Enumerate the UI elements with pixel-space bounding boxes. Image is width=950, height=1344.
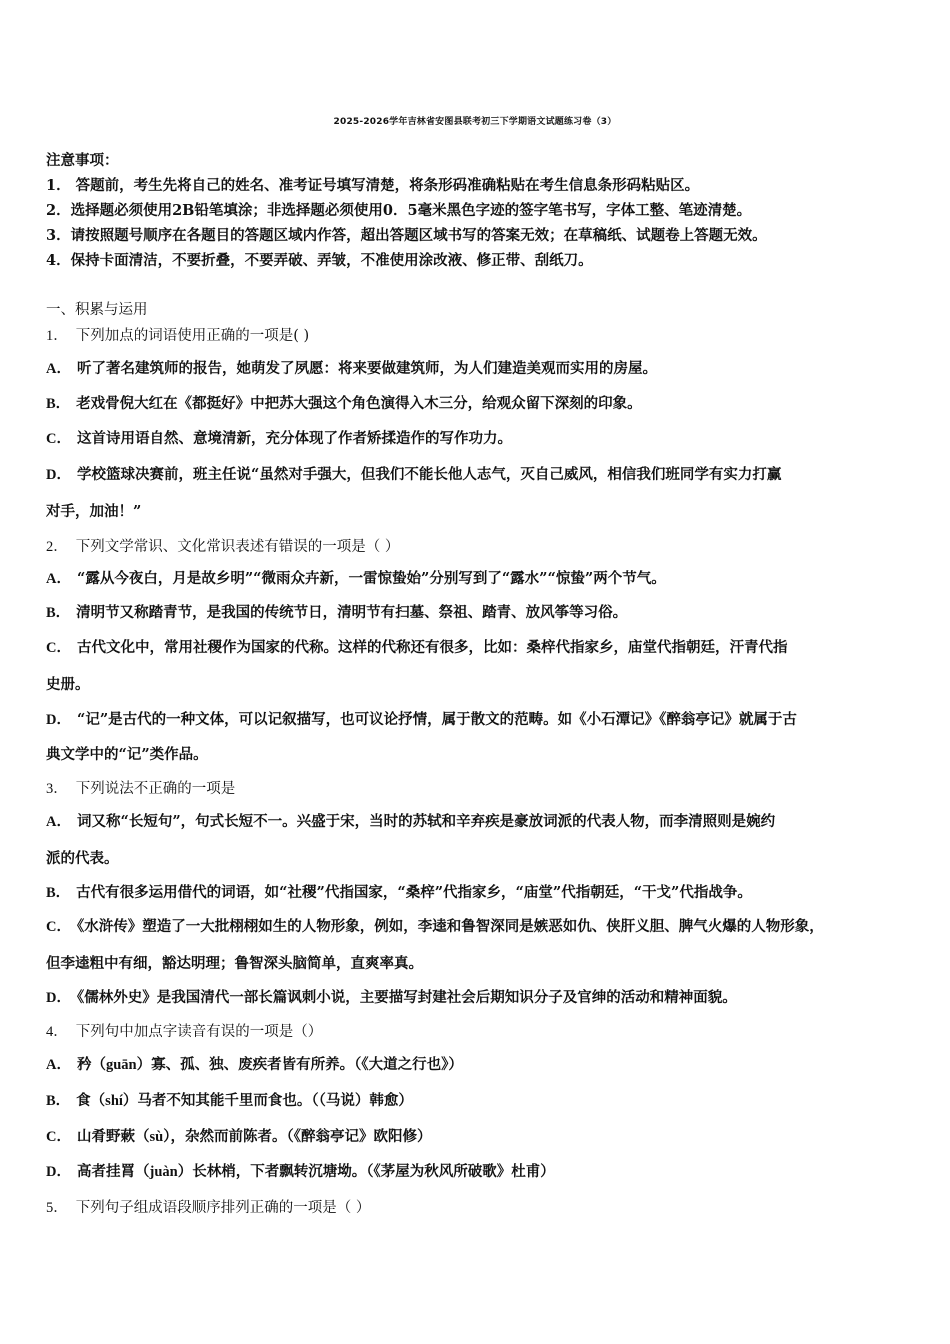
question-5-stem: 5． 下列句子组成语段顺序排列正确的一项是（ ） (46, 1200, 371, 1216)
notice-item-1: 1． 答题前，考生先将自己的姓名、准考证号填写清楚，将条形码准确粘贴在考生信息条形码粘贴区。 (46, 177, 700, 194)
question-3-option-b: B． 古代有很多运用借代的词语，如“社稷”代指国家，“桑梓”代指家乡，“庙堂”代指朝廷，“干戈”代指战争。 (46, 884, 752, 901)
section-heading: 一、积累与运用 (46, 302, 148, 318)
question-2-option-d-cont: 典文学中的“记”类作品。 (46, 746, 208, 763)
question-2-option-c: C． 古代文化中，常用社稷作为国家的代称。这样的代称还有很多，比如：桑梓代指家乡，庙堂代指朝廷，汗青代指 (46, 639, 788, 656)
question-4-option-b: B． 食（shí）马者不知其能千里而食也。（（马说）韩愈） (46, 1092, 413, 1109)
question-1-option-d: D． 学校篮球决赛前，班主任说“虽然对手强大，但我们不能长他人志气，灭自己威风，相信我们班同学有实力打赢 (46, 466, 782, 483)
pinyin: shí (105, 1093, 123, 1109)
question-2-option-c-cont: 史册。 (46, 676, 90, 693)
question-2-stem: 2． 下列文学常识、文化常识表述有错误的一项是（ ） (46, 539, 400, 555)
question-number: 1． (46, 328, 68, 344)
question-3-option-a-cont: 派的代表。 (46, 850, 119, 867)
question-number: 5． (46, 1200, 68, 1216)
question-1-option-d-cont: 对手，加油！” (46, 503, 142, 520)
question-4-option-d: D． 高者挂罥（juàn）长林梢，下者飘转沉塘坳。（《茅屋为秋风所破歌》杜甫） (46, 1163, 555, 1180)
question-4-stem: 4． 下列句中加点字读音有误的一项是（） (46, 1024, 323, 1040)
question-3-option-c: C． 《水浒传》塑造了一大批栩栩如生的人物形象，例如，李逵和鲁智深同是嫉恶如仇、侠肝义胆、脾气火爆的人物形象， (46, 918, 824, 935)
question-3-option-c-cont: 但李逵粗中有细，豁达明理；鲁智深头脑简单，直爽率真。 (46, 955, 423, 972)
question-1-option-c: C． 这首诗用语自然、意境清新，充分体现了作者矫揉造作的写作功力。 (46, 430, 512, 447)
notice-item-4: 4．保持卡面清洁，不要折叠，不要弄破、弄皱，不准使用涂改液、修正带、刮纸刀。 (46, 252, 593, 269)
question-2-option-b: B． 清明节又称踏青节，是我国的传统节日，清明节有扫墓、祭祖、踏青、放风筝等习俗。 (46, 604, 628, 621)
question-1-stem: 1． 下列加点的词语使用正确的一项是( ) (46, 328, 310, 344)
dotted-word: 入木三分 (409, 396, 468, 412)
question-3-option-d: D． 《儒林外史》是我国清代一部长篇讽刺小说，主要描写封建社会后期知识分子及官绅的活动和精神面貌。 (46, 989, 737, 1006)
question-3-stem: 3． 下列说法不正确的一项是 (46, 781, 236, 797)
pinyin: guān (105, 1057, 137, 1073)
question-4-option-a: A． 矜（guān）寡、孤、独、废疾者皆有所养。（《大道之行也》） (46, 1056, 463, 1073)
question-3-option-a: A． 词又称“长短句”，句式长短不一。兴盛于宋，当时的苏轼和辛弃疾是豪放词派的代表人物，而李清照则是婉约 (46, 813, 776, 830)
notice-heading: 注意事项： (46, 152, 119, 169)
question-1-option-a: A． 听了著名建筑师的报告，她萌发了夙愿：将来要做建筑师，为人们建造美观而实用的房屋。 (46, 360, 657, 377)
pinyin: juàn (149, 1164, 178, 1180)
notice-item-3: 3．请按照题号顺序在各题目的答题区域内作答，超出答题区域书写的答案无效；在草稿纸、试题卷上答题无效。 (46, 227, 767, 244)
question-2-option-d: D． “记”是古代的一种文体，可以记叙描写，也可议论抒情，属于散文的范畴。如《小石潭记》《醉翁亭记》就属于古 (46, 711, 797, 728)
question-number: 3． (46, 781, 68, 797)
question-1-option-b: B． 老戏骨倪大红在《都挺好》中把苏大强这个角色演得入木三分，给观众留下深刻的印象。 (46, 395, 642, 412)
question-4-option-c: C． 山肴野蔌（sù），杂然而前陈者。（《醉翁亭记》欧阳修） (46, 1128, 432, 1145)
question-number: 4． (46, 1024, 68, 1040)
question-2-option-a: A． “露从今夜白，月是故乡明”“微雨众卉新，一雷惊蛰始”分别写到了“露水”“惊蛰”两个节气。 (46, 570, 666, 587)
dotted-word: 夙愿 (294, 361, 324, 377)
notice-item-2: 2．选择题必须使用2B铅笔填涂；非选择题必须使用0．5毫米黑色字迹的签字笔书写，字体工整、笔迹清楚。 (46, 202, 752, 219)
dotted-word: 矫揉造作 (366, 431, 425, 447)
page-title: 2025-2026学年吉林省安图县联考初三下学期语文试题练习卷（3） (333, 117, 617, 127)
question-number: 2． (46, 539, 68, 555)
pinyin: sù (149, 1129, 164, 1145)
